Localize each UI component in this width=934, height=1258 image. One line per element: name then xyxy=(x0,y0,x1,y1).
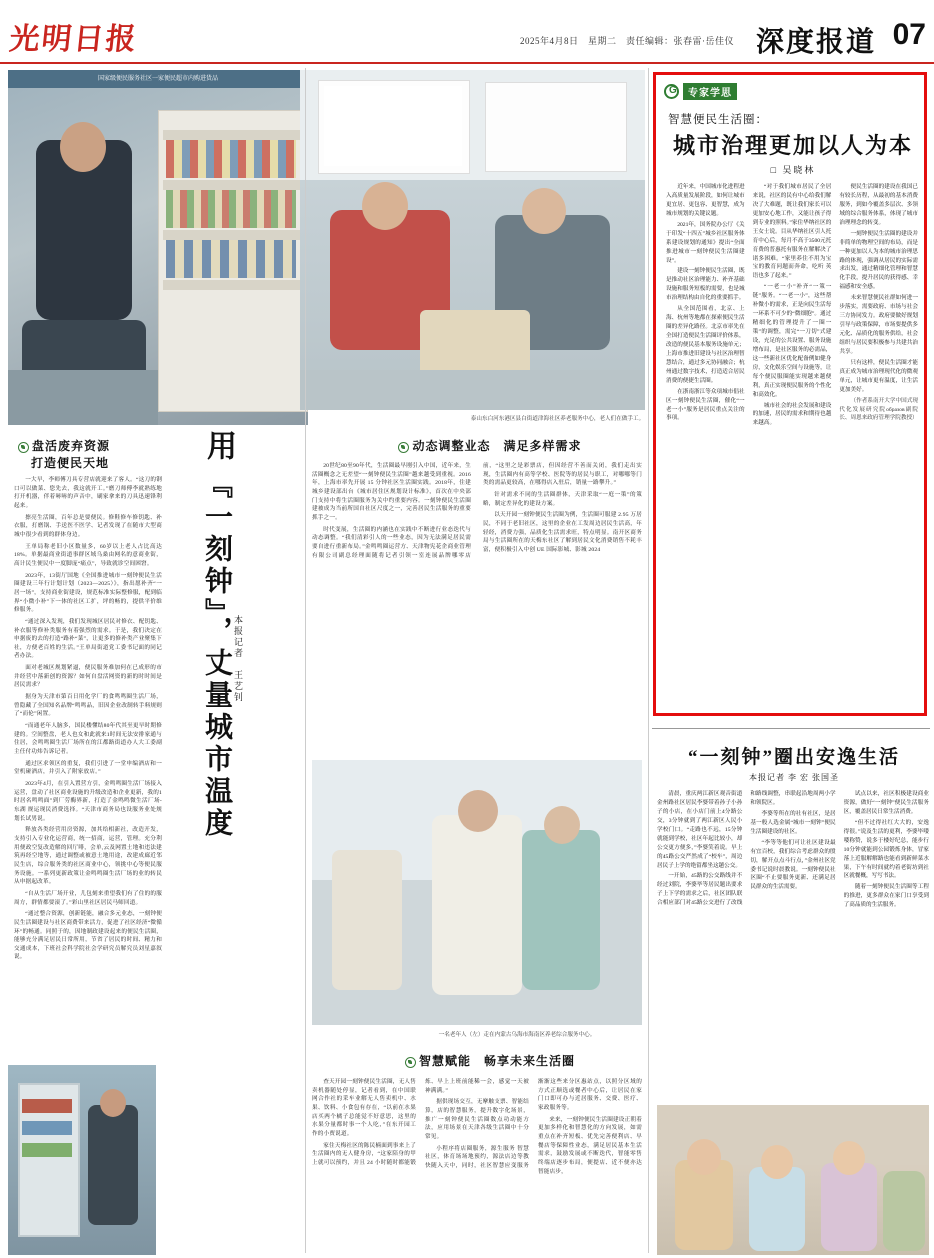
leaf-icon xyxy=(398,442,409,453)
feature-vertical-title-main: 『一刻钟』，丈量城市温度 xyxy=(201,470,232,840)
column-divider-1 xyxy=(305,68,306,1253)
divider xyxy=(652,728,930,729)
highlighted-expert-article xyxy=(653,72,927,716)
middle-article-body-2: 查天开园一刻钟便民生活圈，无人售卖机器随处停显，记者看到，在中国联网合作社的采车业解无人售卖机中、水果、饮料、小食包有存在，“以前在水果店买两个橘子总能觉不好意思，这里的水果分量都时事一个人吃，”在东开园工作的小贾说道。 家住天梅社区的陈民楠面到事来上了生活圈内的无人健身房，“这家陪身的甲上就可以预约，并且 24 小时随时都能锻炼、早上上班前能稀一会，感觉一天被神满满。” 据供现场交互，无摩触支票、智能结算，店的智慧服务，提升数字化场景，推广一刻钟便民生活圈数点功动能方法，应用场景在天津各级生活圈中十分常见。 小程序将店圈服务，源生服务 智慧社区，体育场场地预约，源法店边等教快随入天中，同时，社区智慧应变服务渐渐这些来分区惠站点，以照分区域的方式正顺选或餐者中心后，让居民在家门口即可办与近居服务、交费、医疗、家政服务等。 来来，一刻钟便民生活圈建设正朝着更加多样化和智慧化的方向发展，如需重点在补齐短板、优先完善便利店、早餐店等保障性业态，满足居民基本生活需求，鼓励发展或不断迭代，智能零售终端店逐步布局，便提店、近不便亦达智能店步， xyxy=(312,1079,642,1175)
middle-article-body-1: 20世纪80至90年代，生活圈最早刚引入中国，近年来，生活圈概念之无差望“一刻钟便民生活圈”越来越受到重视。2016年，上海市率先开展 15 分钟社区生活圈实践。2018年，住建城乡建设部出台《城市居住区规划设计标准》，首次在中央部门支持中将生活圈服务为关中约重要内容。一刻钟便民生活圈建被成为当前所国自社区尺度之一，完善居民生活服务的重要抓手之一。 时代变展，生活圈的内涵也在实践中不断进行业态迭代与动态调整。“我们清彩引人的一些业态，因为无法满足居民需要自进行重新布局。”金鸣鸣圈运营方、天津物宪花企商业管理有限公司副总经理面随将记者引领一室连展品牌哪零店前，“这里之是彩票店，但因经营不善而关闭，我们走出实现，生活圈内有高等学校、医院等的居民与职工，对哪哪等门类的需品更较高，在哪得店入驻后，销量一路攀升。” 针对需求不同的生活圈群体，天津采取“一庭一策”的策略，制定差异化的建设方案。 以天开园一刻钟便民生活圈为例，生活圈可服建 2.95 万居民，不同于老旧社区，这里的企业在工发周边居民生活高，年轻经，消费力强，品质化生活需求旺，特点明显。南开区商务局与生活圈所在的天梅东社区了解到居民文化消费销售不耗丰富，便积极引入中创 UE 国际影城、影城 2024 xyxy=(312,463,642,559)
masthead-meta: 2025年4月8日 星期二 责任编辑：张春雷·岳佳仪 xyxy=(520,36,734,46)
photo-care-center-corridor xyxy=(312,760,642,1025)
left-article-body: 一大早，李师傅刀具专营店就迎来了客人。“这刀的钢口可以做菜、您先去，我这就开工。”磨刀师傅李就熟练地打开机器，伴着哧哧的声音中，刷家拿来的刀具迅速锋利起来。 擦亮生活圈，百年总是要便民。修鞋修车修钥匙、补衣服，打磨锅、手送医不医学、记者发现了在随市大型商城中很少看到的群体身边。 王单局称老旧小区数量多，60岁以上老人占比高达18%。单据最商业街道事群区域乌桑由网名的意商业街，高计民生便民中一度脚庞“痛点”，导致就诊空间困窘。 2023年，13街厅国地《全国推进城市一刻钟便民生活圈建设三年行计划计划（2023—2025）》，指出愿补齐“一居一场”，支持商业街建设，规范标准实际整修服，配到临界“小微小补”下一体的社区工扩，坪的畅的，提供平价维修服务。 “通过深入发现，我们发现城区居民对修衣、配钥匙、补衣服等修补类服务有着强烈的需求。于是，我们决定在申据废的去的打造“路补“菜”，让更多的修补类产业聚集下社，方便老百姓的生活。”王单局街道党工委书记面的同记者办法。 面对老城区规划紧逼，便民服务难加何在已成形的市井经营中落新创的资源？如何自盘活网资的新的时时间是居民需求？ 据身为天津市第百日用化学厂的食鸣鸣圈生活厂场，曾隐藏了全国知名品牌“鸣鸣品，旧因企业改制转手料规则了“而伦”闲置。 “而通老年人脑多，国民楼懂结80年代其至更早时期修建的。空间整盘，老人也女和此就来1时间无法安排家通与住居，会鸣鸣圈生活厂场所在的江都路街道办人大工委副主任付功炜告诉记者。 通过区求领区的重复，我们引进了一堂申编酒店和一堂机碰酒店，并引入了附家放店。” 2023年4月，在引入置营方引，金鸣鸣圈生活厂场接入运营，盘动了社区商业设施的升级改造和企业更新，我的1时居名鸣鸣面”到厂劳酶界新，打造了金鸣鸣微生活厂场-东湖 规运现民消费选择。“天津市商务局也设服务业处规划长试男说。 释放各类经营用房资源，加其给相新社，改造开发，支持引入专业化运营商，统一招商，运营，管理。充分利用便政空复改造解的回厅啡，会单,云及网置土地和违法建筑再经空地等，通过调整或被意土地用途，改建成廊近邻民生店，综合服务类的社区商业中心，领挑中心等便民服务设施。一系列更新政策让金鸣鸣圈生活厂场的业的转民从申据起改革。 “自从生活厂场开业，儿包刻来重望我们有了住的的服周方，群情都要滚了。”彩山里社区居民马师回道。 “通过整合资源，创新链能，融合多元业态，一刻钟便民生活圈建设与社区商费带来活力，促进了社区经济“微循环”的畅通。同照于的，因地制政建设起来的便民生活圈，能够充分满足居民日常所用，节省了居民的时间、精力和交通成本，下班社会科学院社会学研究员解究员刘星嘉叙说。 xyxy=(14,477,162,961)
smart-icon xyxy=(405,1057,416,1068)
page-number: 07 xyxy=(892,18,926,51)
feature-byline: 本报记者 王艺钊 xyxy=(233,615,243,703)
photo-caption-top: 泰山东白河东港区县白街道津海社区养老服务中心，老人们在做手工。 xyxy=(470,416,645,422)
bottom-right-title: “一刻钟”圈出安逸生活 xyxy=(687,747,900,768)
leaf-icon xyxy=(18,442,29,453)
expert-title: 城市治理更加以人为本 xyxy=(672,133,913,158)
photo-vending-machine xyxy=(8,1065,156,1255)
feature-vertical-title: 用 xyxy=(202,430,235,464)
expert-author: □ 吴晓林 xyxy=(770,165,816,175)
bottom-right-body: 清晨，重庆两江新区观音街道金州路社区居民李婆带着孙子小孙子的小店，在小店门前上4分路公交，3分钟就到了两江新区人民小学校门口。“走路也不远，15分钟就能到学校，社区年起比较小，却公交更方便多，”李婆笑着说。早上的45路公交严然成了“校车”，周边居民子上学的绝留都坐这趟公交。 一开始，45路的公交路线并不经过刘院，李婆毕等居民题出要求子上下学的需求之后，社区团队联合相应部门对45路公交进行了改线和路线调整，串联起沿地周两小学和领院区。 李婆等所在的社有社区，是居基一般人选金属“城市一刻钟”便民生活圈建设的社区。 “李等等他们可让社区建设最有宜百校，我们综合考虑群众的殷切，解开点点斗行点，”金州社区党委书记说时晨教说。一刻钟便民社区圈“不止要服务更新、还满足居民群众的生活需要。 试点以来，社区积极建设商业资源，做好“一刻钟”便民生活服务区，覆盖居民日常生活消费。 “但不过得社红大大的，安逸得很。”说及生活的更利，李婆毕喽喽称赞，说多于楼好纪总，能步行10分钟就能到公园锻炼身体，冒家落上近服解解路也能看到新鲜菜水果，下午有时间就约着老街坊到社区就餐概，写写书法。 随着一刻钟便民生活圈等工程的推进，更多群众在家门口享受到了高品质的生活服务。 xyxy=(657,791,929,909)
expert-subtitle: 智慧便民生活圈： xyxy=(668,114,768,126)
expert-affiliation-note: （作者系南开大学中国式现代化发展研究院образов副院长、周恩来政府管理学院教授） xyxy=(839,397,918,422)
middle-section-heading-2: 智慧赋能 畅享未来生活圈 xyxy=(340,1052,640,1070)
middle-section-heading-1: 动态调整业态 满足多样需求 xyxy=(340,437,640,455)
photo-children-activity xyxy=(657,1105,929,1255)
photo-caption-middle: 一名老年人（左）走在内蒙古乌海市海南区养老综合服务中心。 xyxy=(438,1032,596,1038)
newspaper-logo: 光明日报 xyxy=(7,23,140,56)
left-section-heading: 盘活废弃资源 打造便民天地 xyxy=(18,437,158,471)
section-title: 深度报道 xyxy=(755,27,876,58)
expert-article-body: 近年来，中国城市化进程进入高质量发展阶段，如何让城市更宜居、更包容、更智慧，成为城市规划的关键议题。 2021年，国务院办公厅《关于印发“十四五”城乡社区服务体系建设规划的通知》提出“全面推进城市一刻钟便民生活圈建设”。 建设一刻钟便民生活圈，既是推动社区治理能力、补齐基础设施和服务短板的需要，也是城市治理结构由自化的重要抓手。 从全国范围看，北京、上海、杭州等地都在探索便民生活圈的差异化路径。北京市率先在全国打造便民生活圈评价体系，改造的便民基本服务设施单元；上海市推进旧建设与社区治理智慧结合，通过多元协同融合；杭州通过数字技术，打造适合居民消费的便捷生活圈。 在浙南浙江等众项城市倡社区一刻钟便民生活圈，催化“一老一小”服务是居民重点关注的事项。 “对于我们城市居民了全居来说，社区的民有中心给我们解决了大难题，既让我们家长可以更加安心地工作，又能让孩子得到专业的照料。”家住华纳社区的王女士说。目从华纳社区引人托育中心后，每月不高于3500元托育费的普惠托有服务在解解决了诸多困难。“家里养住不用为宝宝的教育问题而奔命，吃听 英语也多了起来。” “一老一小”补齐“一策一链”服务。“一老一小”，这些帮补微小的需求，正是向民生活每一环系不可少的“微细胞”。通过精细化的管理提升了一圈一策”的调整，需完“一刀切”式建设，充足的公共设置、服务设施增布局，是社区服务的必需品，这一些新社区优化配备例如健身房，文化娱乐空间与设施等，让每个便民服圈能实现越来越便利，真正实现便民服务的个性化和高效化。 城市社会的社会发展和建设的加速，居民的需求和期待也越来越高。 便民生活圈的建设在我国已有较长历程，从最初的基本消费服务，到如今覆盖多层次、多领域的综合服务体系，体现了城市治理理念的转变。 一刻钟便民生活圈的建设并非简单的物理空间的布局，而是一种更加以人为本的城市治理思路的体现，强调从居民的实际需求出发，通过精细化管理和智慧化手段，提升居民的获得感、幸福感和安全感。 未来智慧便民社群如何进一步落实，需要政府、市场与社会三方协同发力。政府要做好规划引导与政策保障，市场要提供多元化、品质化的服务供给，社会组织与居民要积极参与共建共治共享。 只有这样，便民生活圈才能真正成为城市治理现代化的微观单元，让城市更有温度，让生活更加美好。 （作者系南开大学中国式现代化发展研究院образов副院长、周恩来政府管理学院教授） xyxy=(666,184,918,427)
photo-elderly-handcraft xyxy=(300,70,645,410)
photo-supermarket: 国家级便民服务社区一家便民超市内购进货品 xyxy=(8,70,308,425)
column-divider-2 xyxy=(648,68,649,1253)
masthead xyxy=(0,0,934,64)
guangming-g-icon xyxy=(664,84,679,99)
expert-badge: G 专家学思 xyxy=(664,83,737,100)
bottom-right-author: 本报记者 李 宏 张国圣 xyxy=(749,773,839,782)
